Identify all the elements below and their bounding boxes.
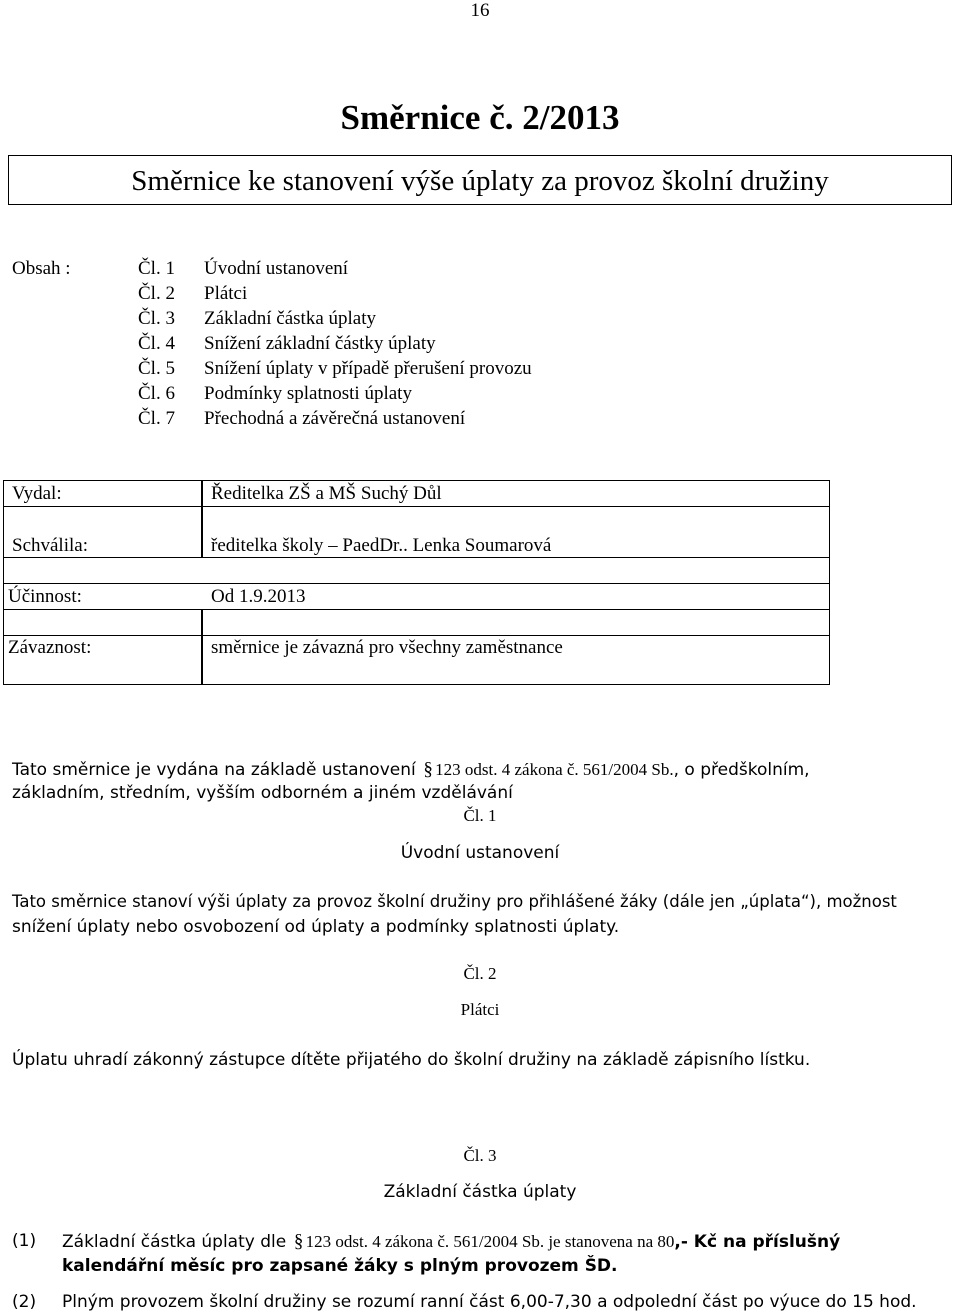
article-1-title: Úvodní ustanovení [400, 843, 560, 863]
effective-label: Účinnost: [8, 586, 82, 607]
toc-item-title: Snížení základní částky úplaty [204, 333, 436, 354]
toc-item-title: Přechodná a závěrečná ustanovení [204, 408, 466, 429]
approved-label: Schválila: [12, 535, 88, 556]
toc-item-number: Čl. 4 [138, 333, 175, 354]
page-number: 16 [470, 0, 490, 21]
section-sign-icon: § [293, 1231, 304, 1252]
article-3-title: Základní částka úplaty [383, 1182, 577, 1202]
toc-item-title: Plátci [204, 283, 248, 304]
toc-item-number: Čl. 6 [138, 383, 175, 404]
item-1-reference: 123 odst. 4 zákona č. 561/2004 Sb. [305, 1232, 545, 1251]
section-sign-icon: § [423, 759, 433, 780]
legal-reference: 123 odst. 4 zákona č. 561/2004 Sb. [435, 760, 674, 779]
item-2-text: Plným provozem školní družiny se rozumí ranní část 6,00-7,30 a odpolední část po výuce do 15 hod. [62, 1292, 917, 1312]
binding-label: Závaznost: [8, 637, 92, 658]
article-3-heading: Čl. 3 [463, 1146, 497, 1165]
effective-value: Od 1.9.2013 [211, 586, 306, 607]
article-2-heading: Čl. 2 [463, 964, 497, 983]
toc-item-title: Úvodní ustanovení [204, 258, 349, 279]
table-cell [202, 609, 830, 636]
item-1-text-mid: je stanovena na 80 [544, 1232, 675, 1251]
article-2-title: Plátci [460, 1000, 500, 1019]
subtitle-box [8, 155, 952, 205]
toc-item-title: Základní částka úplaty [204, 308, 376, 329]
item-1-amount: ,- Kč na příslušný [674, 1232, 841, 1252]
toc-item-title: Snížení úplaty v případě přerušení provozu [204, 358, 532, 379]
toc-item-number: Čl. 7 [138, 408, 175, 429]
toc-item-title: Podmínky splatnosti úplaty [204, 383, 412, 404]
legal-basis-text-end: , o předškolním, [673, 760, 810, 780]
article-1-line1: Tato směrnice stanoví výši úplaty za provoz školní družiny pro přihlášené žáky (dále jen „úplata“), možnost [12, 892, 897, 911]
item-2-number: (2) [12, 1292, 37, 1312]
approved-value: ředitelka školy – PaedDr.. Lenka Soumarová [211, 535, 552, 556]
article-1-heading: Čl. 1 [463, 806, 497, 825]
toc-item-number: Čl. 5 [138, 358, 175, 379]
issued-value: Ředitelka ZŠ a MŠ Suchý Důl [211, 483, 442, 504]
table-cell [3, 557, 830, 584]
article-1-line2: snížení úplaty nebo osvobození od úplaty a podmínky splatnosti úplaty. [12, 917, 620, 937]
legal-basis-line1 [12, 759, 810, 781]
table-cell [3, 583, 830, 610]
legal-basis-line2: základním, středním, vyšším odborném a jiném vzdělávání [12, 783, 513, 803]
item-1-number: (1) [12, 1231, 37, 1251]
binding-value: směrnice je závazná pro všechny zaměstnance [211, 637, 563, 658]
toc-item-number: Čl. 2 [138, 283, 175, 304]
item-1-line2: kalendářní měsíc pro zapsané žáky s plným provozem ŠD. [62, 1256, 618, 1276]
document-subtitle: Směrnice ke stanovení výše úplaty za provoz školní družiny [131, 165, 829, 197]
toc-item-number: Čl. 1 [138, 258, 175, 279]
issued-label: Vydal: [12, 483, 62, 504]
contents-label: Obsah : [12, 258, 71, 279]
document-title: Směrnice č. 2/2013 [340, 98, 620, 137]
toc-item-number: Čl. 3 [138, 308, 175, 329]
article-2-line1: Úplatu uhradí zákonný zástupce dítěte přijatého do školní družiny na základě zápisního lístku. [12, 1050, 811, 1070]
item-1-text: Základní částka úplaty dle [62, 1232, 287, 1252]
legal-basis-text: Tato směrnice je vydána na základě ustanovení [12, 760, 416, 780]
item-1-line1 [62, 1231, 840, 1253]
table-cell [3, 609, 202, 636]
